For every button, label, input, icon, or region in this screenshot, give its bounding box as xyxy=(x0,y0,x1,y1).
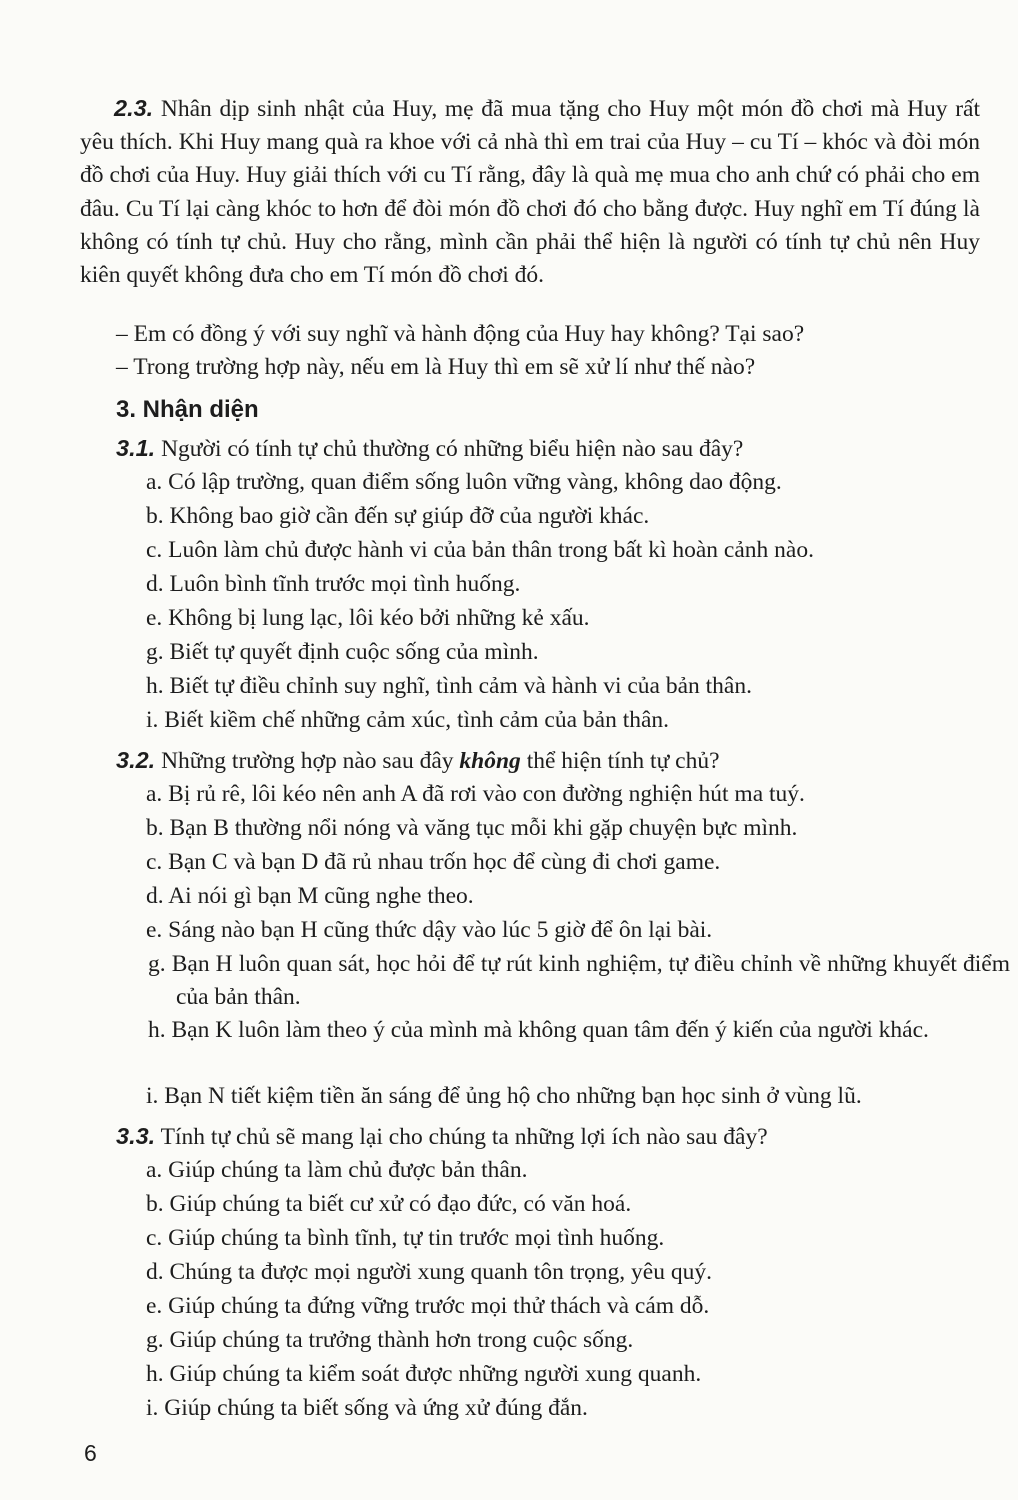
section-heading: 3. Nhận diện xyxy=(116,396,259,423)
option-item: i. Giúp chúng ta biết sống và ứng xử đúng đắn. xyxy=(146,1395,588,1421)
exercise-2-3-paragraph xyxy=(80,92,980,292)
exercise-number: 2.3. xyxy=(114,95,154,121)
prompt-emphasis: không xyxy=(459,748,521,774)
option-item: h. Bạn K luôn làm theo ý của mình mà không quan tâm đến ý kiến của người khác. xyxy=(148,1017,929,1043)
exercise-number: 3.1. xyxy=(116,435,156,461)
question-line: – Em có đồng ý với suy nghĩ và hành động của Huy hay không? Tại sao? xyxy=(116,321,805,347)
exercise-number: 3.3. xyxy=(116,1123,156,1149)
option-item: d. Chúng ta được mọi người xung quanh tôn trọng, yêu quý. xyxy=(146,1259,712,1285)
option-item: e. Không bị lung lạc, lôi kéo bởi những kẻ xấu. xyxy=(146,605,590,631)
page-number: 6 xyxy=(84,1440,97,1466)
option-item: g. Bạn H luôn quan sát, học hỏi để tự rút kinh nghiệm, tự điều chỉnh về những khuyết điểm của bản thân. xyxy=(148,951,1010,1010)
option-item: c. Luôn làm chủ được hành vi của bản thân trong bất kì hoàn cảnh nào. xyxy=(146,537,814,563)
option-item: h. Giúp chúng ta kiểm soát được những người xung quanh. xyxy=(146,1361,702,1387)
option-item: g. Giúp chúng ta trưởng thành hơn trong cuộc sống. xyxy=(146,1327,634,1353)
option-item: b. Giúp chúng ta biết cư xử có đạo đức, có văn hoá. xyxy=(146,1191,632,1217)
option-item: e. Sáng nào bạn H cũng thức dậy vào lúc 5 giờ để ôn lại bài. xyxy=(146,917,713,943)
exercise-3-1-prompt xyxy=(116,432,743,466)
question-line: – Trong trường hợp này, nếu em là Huy thì em sẽ xử lí như thế nào? xyxy=(116,354,756,380)
exercise-3-3-prompt xyxy=(116,1120,768,1154)
option-item: a. Giúp chúng ta làm chủ được bản thân. xyxy=(146,1157,528,1183)
option-item: a. Bị rủ rê, lôi kéo nên anh A đã rơi vào con đường nghiện hút ma tuý. xyxy=(146,781,805,807)
option-item: i. Bạn N tiết kiệm tiền ăn sáng để ủng hộ cho những bạn học sinh ở vùng lũ. xyxy=(146,1083,862,1109)
option-item: b. Không bao giờ cần đến sự giúp đỡ của người khác. xyxy=(146,503,650,529)
option-item: c. Giúp chúng ta bình tĩnh, tự tin trước mọi tình huống. xyxy=(146,1225,665,1251)
prompt-text: Người có tính tự chủ thường có những biểu hiện nào sau đây? xyxy=(161,436,744,462)
option-item: d. Luôn bình tĩnh trước mọi tình huống. xyxy=(146,571,521,597)
option-item: a. Có lập trường, quan điểm sống luôn vững vàng, không dao động. xyxy=(146,469,782,495)
prompt-text: thể hiện tính tự chủ? xyxy=(526,748,720,774)
prompt-text: Tính tự chủ sẽ mang lại cho chúng ta những lợi ích nào sau đây? xyxy=(160,1124,768,1150)
option-item: d. Ai nói gì bạn M cũng nghe theo. xyxy=(146,883,474,909)
exercise-3-2-prompt xyxy=(116,744,720,778)
option-item: h. Biết tự điều chỉnh suy nghĩ, tình cảm và hành vi của bản thân. xyxy=(146,673,752,699)
option-item: e. Giúp chúng ta đứng vững trước mọi thử thách và cám dỗ. xyxy=(146,1293,710,1319)
exercise-number: 3.2. xyxy=(116,747,156,773)
option-item: i. Biết kiềm chế những cảm xúc, tình cảm của bản thân. xyxy=(146,707,670,733)
option-item: g. Biết tự quyết định cuộc sống của mình. xyxy=(146,639,539,665)
option-item: b. Bạn B thường nổi nóng và văng tục mỗi khi gặp chuyện bực mình. xyxy=(146,815,798,841)
exercise-text: Nhân dịp sinh nhật của Huy, mẹ đã mua tặng cho Huy một món đồ chơi mà Huy rất yêu thích. Khi Huy mang quà ra khoe với cả nhà thì em trai của Huy – cu Tí – khóc và đòi món đồ chơi của Huy. Huy giải thích với cu Tí rằng, đây là quà mẹ mua cho anh chứ có phải cho em đâu. Cu Tí lại càng khóc to hơn để đòi món đồ chơi đó cho bằng được. Huy nghĩ em Tí đúng là không có tính tự chủ. Huy cho rằng, mình cần phải thể hiện là người có tính tự chủ nên Huy kiên quyết không đưa cho em Tí món đồ chơi đó. xyxy=(80,96,980,289)
option-item: c. Bạn C và bạn D đã rủ nhau trốn học để cùng đi chơi game. xyxy=(146,849,721,875)
prompt-text: Những trường hợp nào sau đây xyxy=(161,748,454,774)
